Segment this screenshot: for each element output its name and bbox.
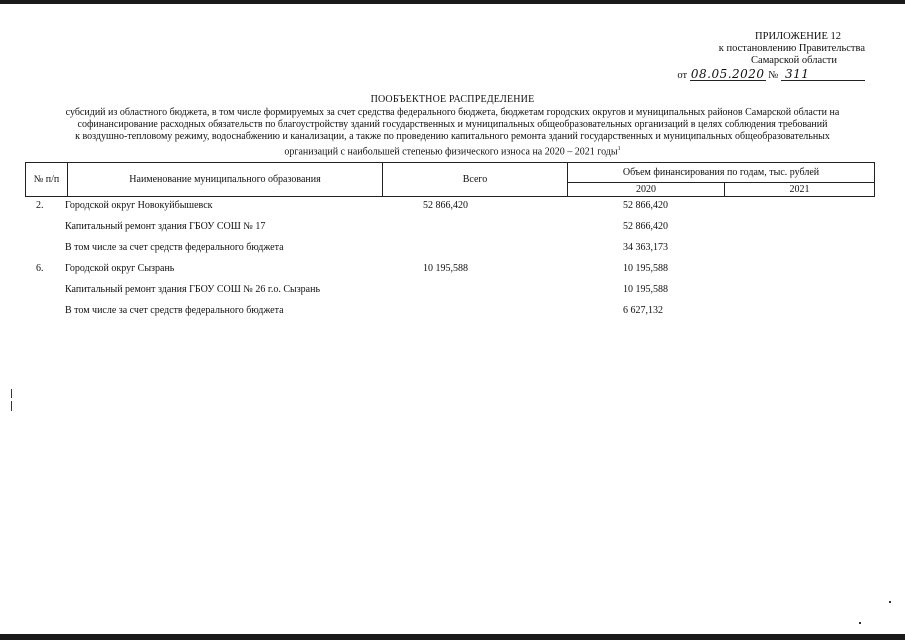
footnote-mark: 1	[617, 146, 621, 152]
row-name: Городской округ Сызрань	[65, 263, 175, 274]
appendix-region-line: Самарской области	[751, 55, 837, 66]
row-name: В том числе за счет средств федерального бюджета	[65, 242, 284, 253]
row-2020: 10 195,588	[623, 284, 668, 295]
appendix-block	[665, 31, 865, 82]
header-year-2021: 2021	[725, 182, 875, 196]
table-row	[25, 238, 879, 259]
scan-dot	[889, 601, 891, 603]
row-2020: 6 627,132	[623, 305, 663, 316]
document-subtitle-line	[20, 143, 885, 158]
header-name: Наименование муниципального образования	[68, 163, 383, 197]
row-2020: 52 866,420	[623, 221, 668, 232]
number-label: №	[768, 70, 779, 81]
table-row	[25, 259, 879, 280]
scan-mark	[11, 401, 12, 411]
decree-date: 08.05.2020	[690, 67, 765, 81]
header-num: № п/п	[26, 163, 68, 197]
header-total: Всего	[383, 163, 568, 197]
document-subtitle-line: субсидий из областного бюджета, в том числе формируемых за счет средства федерального бюджета, бюджетам городских округов и муниципальных районов Самарской области на	[65, 107, 840, 118]
row-2020: 34 363,173	[623, 242, 668, 253]
funding-table-header	[25, 162, 875, 197]
row-name: Городской округ Новокуйбышевск	[65, 200, 213, 211]
scan-top-edge	[0, 0, 905, 4]
row-total: 10 195,588	[423, 263, 468, 274]
header-funding: Объем финансирования по годам, тыс. рублей	[568, 163, 875, 183]
table-row	[25, 301, 879, 322]
table-row	[25, 196, 879, 217]
appendix-title: ПРИЛОЖЕНИЕ 12	[755, 31, 841, 42]
document-subtitle-line: софинансирование расходных обязательств по благоустройству зданий государственных и муниципальных общеобразовательных организаций в целях соблюдения требований	[77, 119, 828, 130]
row-2020: 52 866,420	[623, 200, 668, 211]
row-2020: 10 195,588	[623, 263, 668, 274]
document-heading: ПООБЪЕКТНОЕ РАСПРЕДЕЛЕНИЕ	[370, 94, 535, 105]
row-name: Капитальный ремонт здания ГБОУ СОШ № 17	[65, 221, 266, 232]
row-number: 2.	[36, 200, 44, 211]
from-label: от	[677, 70, 688, 81]
funding-table-body	[25, 196, 879, 322]
scan-dot	[859, 622, 861, 624]
decree-number: 311	[781, 68, 865, 81]
row-total: 52 866,420	[423, 200, 468, 211]
table-row	[25, 280, 879, 301]
row-name: Капитальный ремонт здания ГБОУ СОШ № 26 г.о. Сызрань	[65, 284, 321, 295]
scan-bottom-edge	[0, 634, 905, 640]
document-title-block	[20, 94, 885, 158]
appendix-decree-line: к постановлению Правительства	[718, 43, 865, 54]
row-name: В том числе за счет средств федерального бюджета	[65, 305, 284, 316]
document-subtitle-line: к воздушно-тепловому режиму, водоснабжению и канализации, а также по проведению капитального ремонта зданий государственных и муниципальных общеобразовательных	[75, 131, 830, 142]
row-number: 6.	[36, 263, 44, 274]
header-year-2020: 2020	[568, 182, 725, 196]
scan-mark	[11, 389, 12, 398]
appendix-date-row	[665, 68, 865, 82]
document-subtitle-text: организаций с наибольшей степенью физического износа на 2020 – 2021 годы	[284, 146, 618, 158]
table-row	[25, 217, 879, 238]
